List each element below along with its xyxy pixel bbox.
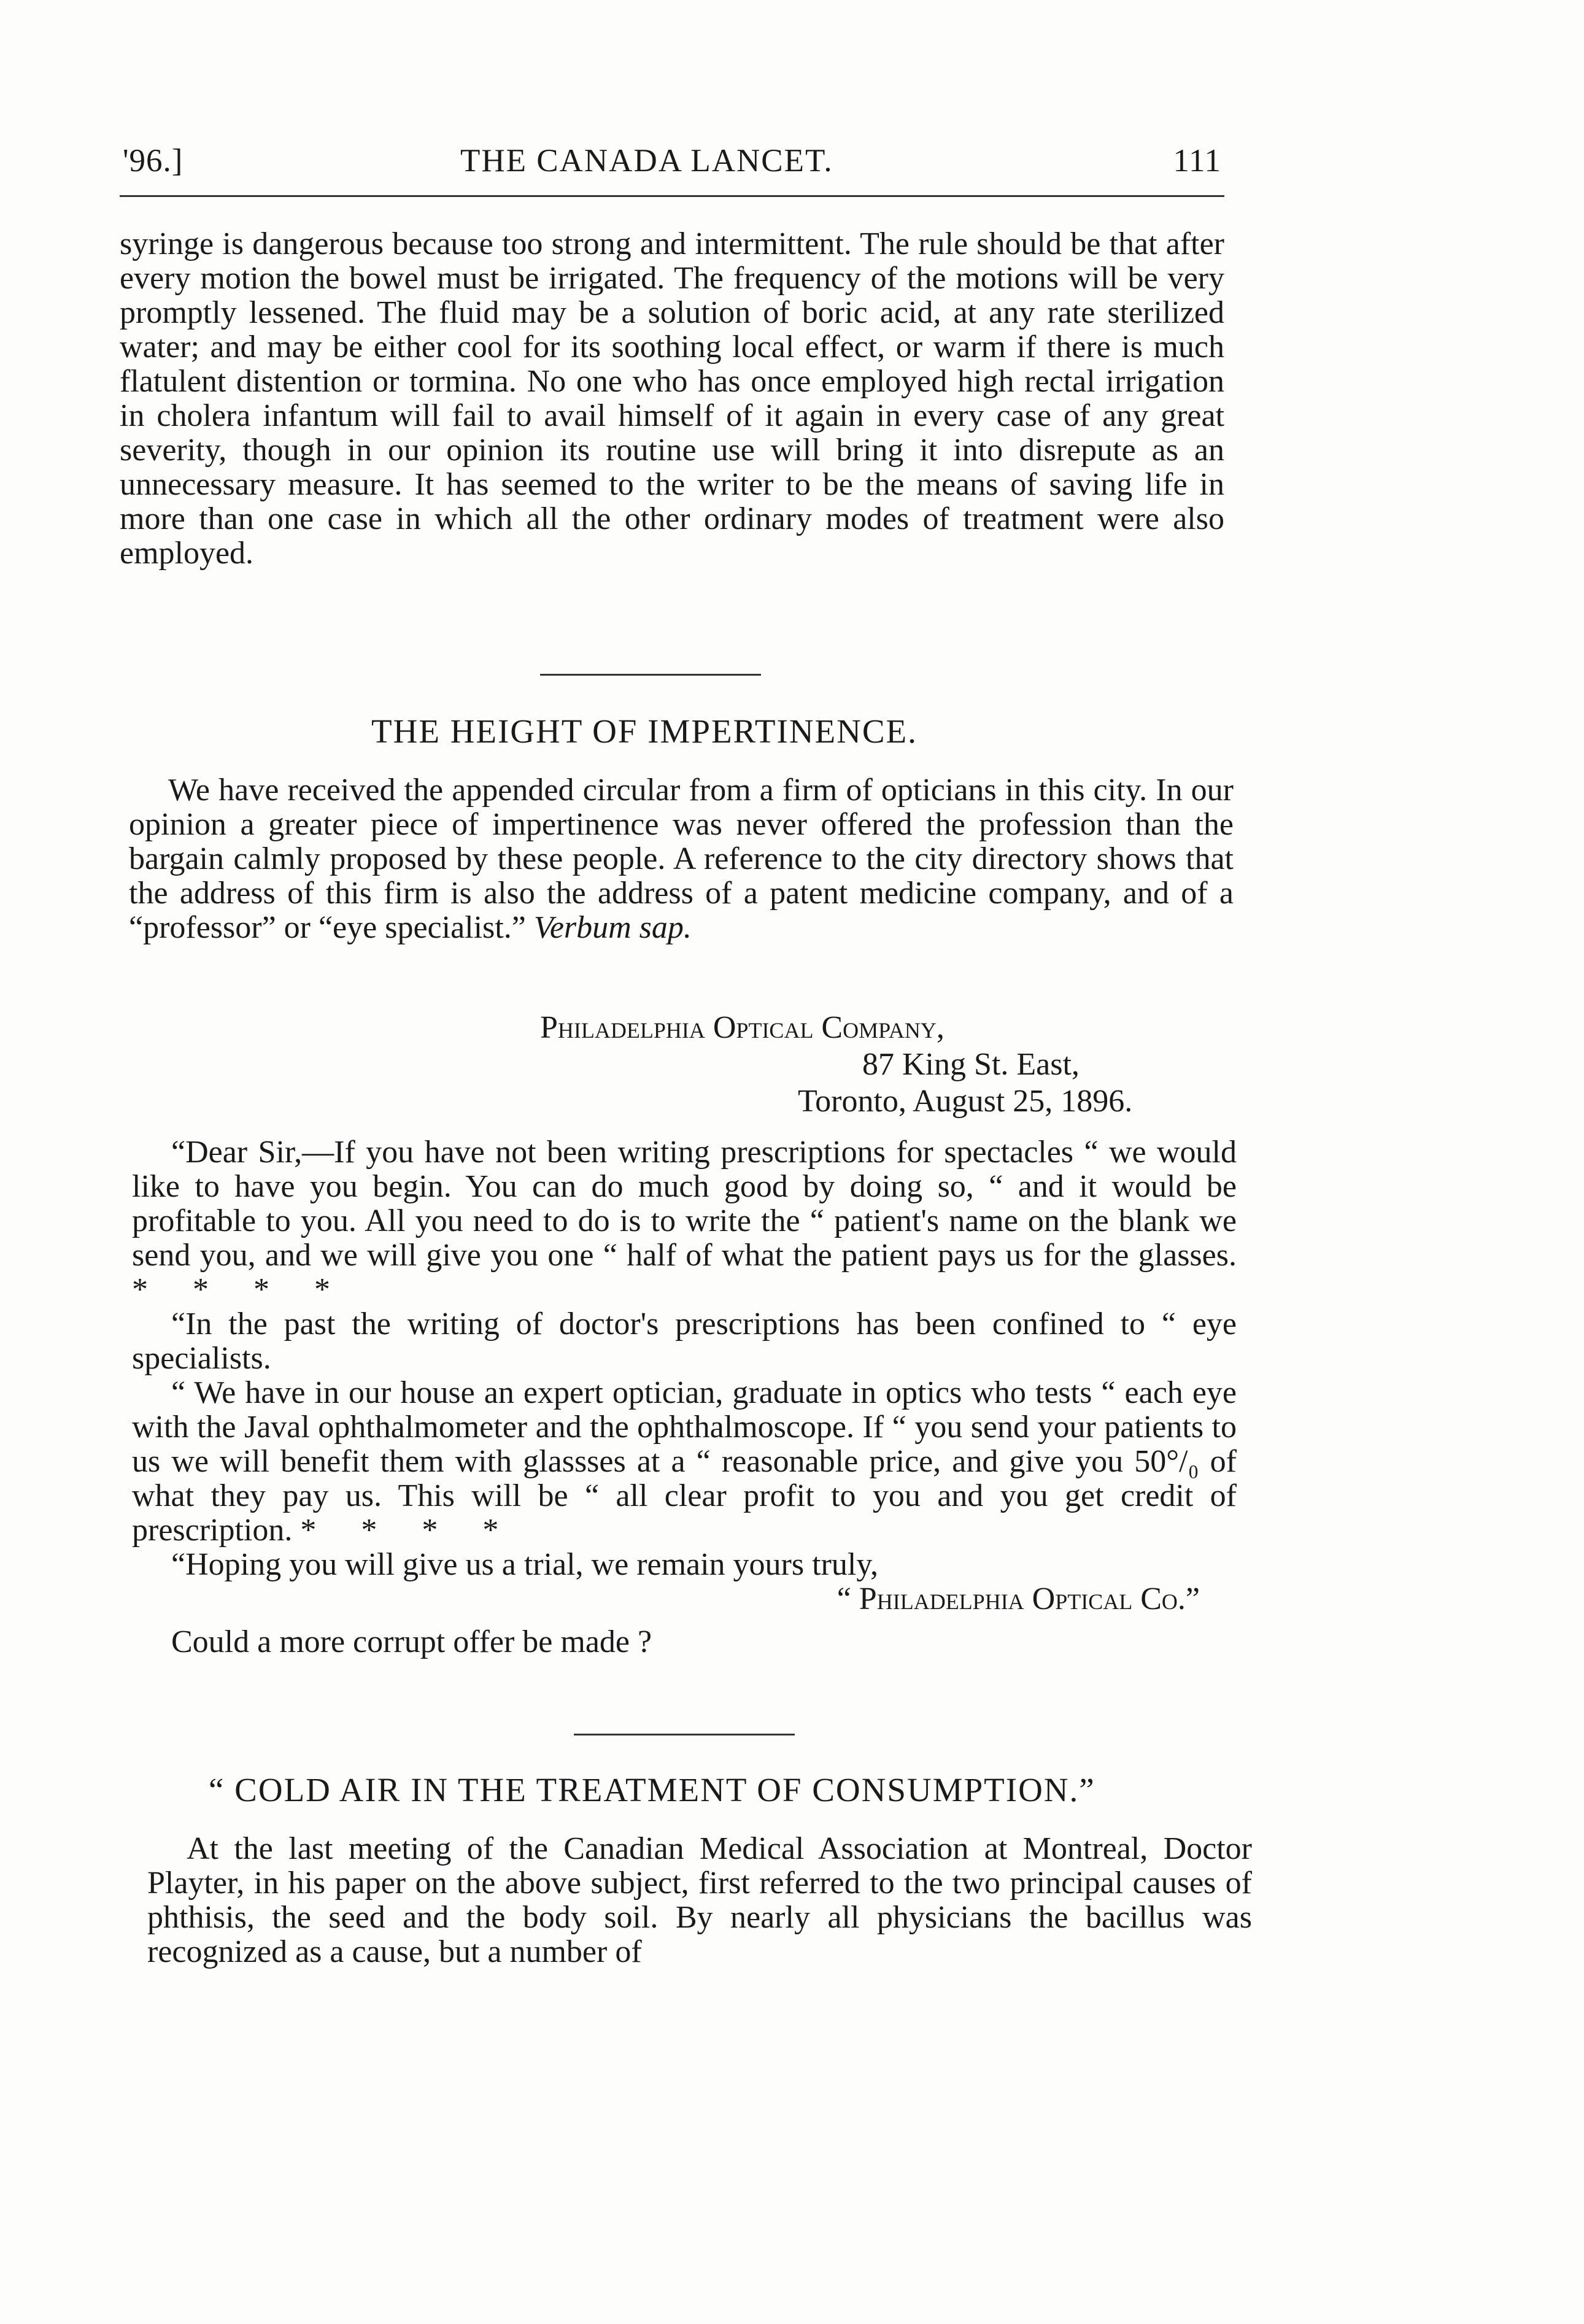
running-header xyxy=(123,142,1221,191)
impertinence-intro xyxy=(129,773,1234,945)
letterhead-city-date: Toronto, August 25, 1896. xyxy=(798,1084,1133,1119)
letterhead-street: 87 King St. East, xyxy=(862,1047,1080,1082)
page-number: 111 xyxy=(1173,143,1221,179)
section-title-impertinence: THE HEIGHT OF IMPERTINENCE. xyxy=(371,712,918,750)
section-divider xyxy=(540,674,761,676)
letterhead-company: Philadelphia Optical Company, xyxy=(540,1010,945,1045)
section-title-cold-air: “ COLD AIR IN THE TREATMENT OF CONSUMPTION.” xyxy=(209,1771,1095,1809)
header-year: '96.] xyxy=(123,143,184,179)
cold-air-text: At the last meeting of the Canadian Medical Association at Montreal, Doctor Playter, in his paper on the above subject, first referred to the two principal causes of phthisis, the seed and the body soil. By nearly all physicians the bacillus was recognized as a cause, but a number of xyxy=(147,1831,1252,1969)
letter-paragraph-3: “ We have in our house an expert optician, graduate in optics who tests “ each eye with the Javal ophthalmometer and the ophthalmoscope. If “ you send your patients to us we will benefit them with glassses at a “ reasonable price, and give you 50°/₀ of what they pay us. This will be “ all clear profit to you and you get credit of prescription. * * * * xyxy=(132,1375,1237,1548)
intro-italic: Verbum sap. xyxy=(533,910,692,945)
letter-closing: “Hoping you will give us a trial, we remain yours truly, xyxy=(171,1547,878,1582)
section-closing-question: Could a more corrupt offer be made ? xyxy=(171,1624,652,1659)
circular-letter xyxy=(132,1135,1237,1659)
intro-text: We have received the appended circular from a firm of opticians in this city. In our opinion a greater piece of impertinence was never offered the profession than the bargain calmly proposed by these people. A reference to the city directory shows that the address of this firm is also the address of a patent medicine company, and of a “professor” or “eye specialist.” xyxy=(129,773,1234,945)
header-rule xyxy=(120,195,1224,197)
letter-signature: “ Philadelphia Optical Co.” xyxy=(836,1581,1200,1616)
ellipsis-stars: * * * * xyxy=(132,1272,349,1307)
continued-paragraph xyxy=(120,227,1224,571)
letter-paragraph-1: “Dear Sir,—If you have not been writing prescriptions for spectacles “ we would like to have you begin. You can do much good by doing so, “ and it would be profitable to you. All you need to do is to write the “ patient's name on the blank we send you, and we will give you one “ half of what the patient pays us for the glasses. * * * * xyxy=(132,1135,1237,1307)
section-divider xyxy=(574,1734,795,1735)
journal-title: THE CANADA LANCET. xyxy=(460,143,833,179)
cold-air-paragraph xyxy=(147,1832,1252,1969)
letter-paragraph-2: “In the past the writing of doctor's prescriptions has been confined to “ eye specialists. xyxy=(132,1307,1237,1376)
continued-paragraph-text: syringe is dangerous because too strong and intermittent. The rule should be that after every motion the bowel must be irrigated. The frequency of the motions will be very promptly lessened. The fluid may be a solution of boric acid, at any rate sterilized water; and may be either cool for its soothing local effect, or warm if there is much flatulent distention or tormina. No one who has once employed high rectal irrigation in cholera infantum will fail to avail himself of it again in every case of any great severity, though in our opinion its routine use will bring it into disrepute as an unnecessary measure. It has seemed to the writer to be the means of saving life in more than one case in which all the other ordinary modes of treatment were also employed. xyxy=(120,226,1224,571)
ellipsis-stars: * * * * xyxy=(300,1513,517,1548)
